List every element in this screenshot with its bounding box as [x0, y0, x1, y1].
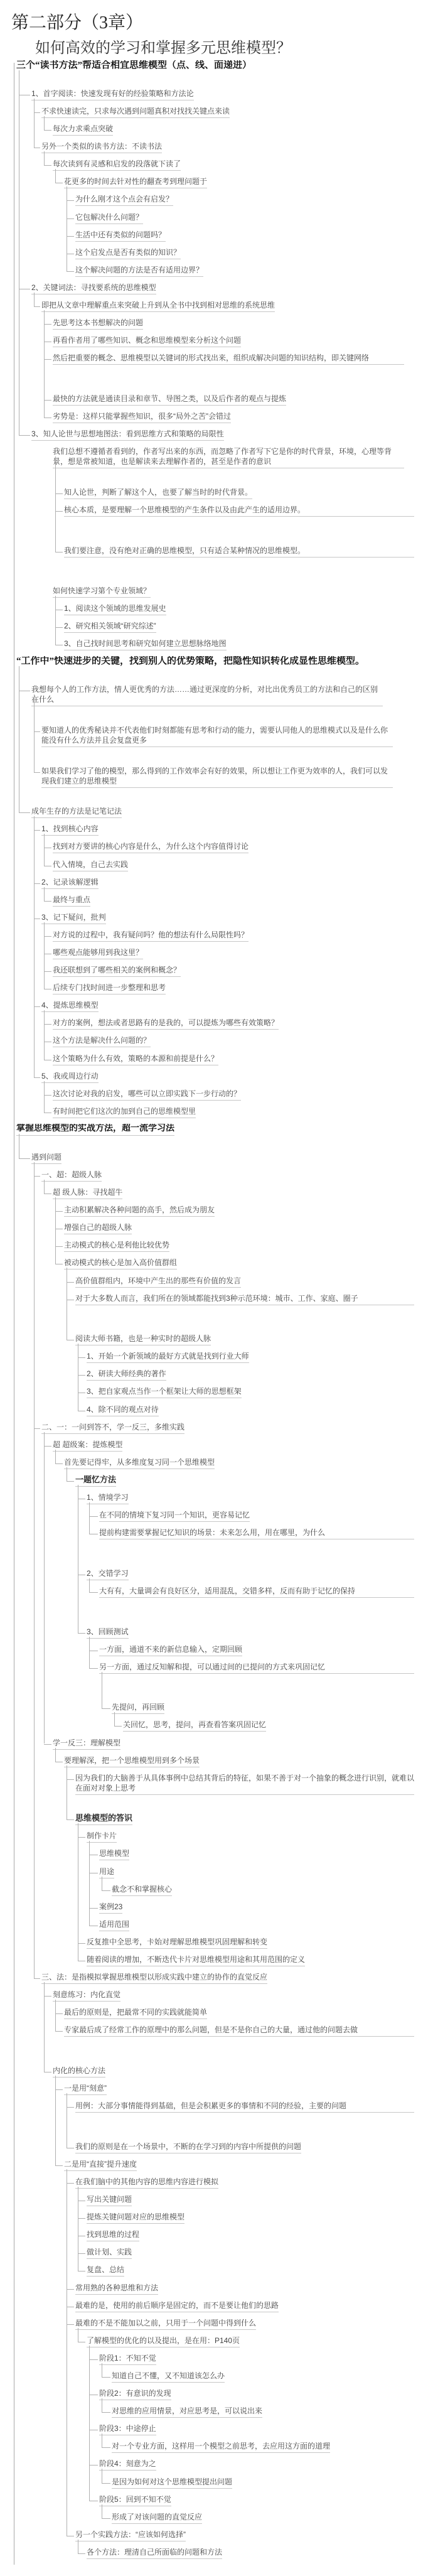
outline-node: 如果我们学习了他的模型，那么得到的工作效率会有好的效果，所以想让工作更为效率的人，我们可以发现我们建立的思维模型	[41, 766, 393, 788]
outline-node: 另一个实践方法：“应该如何选择”	[75, 2530, 186, 2541]
outline-node: 如何快速学习第个专业领域？	[53, 586, 151, 598]
tree-tick	[67, 218, 74, 219]
tree-tick	[44, 324, 51, 325]
outline-node: 首先要记得牢，从多维度复习同一个思维模型	[64, 1457, 215, 1469]
outline-node: 后续专门找时间进一步整理和思考	[53, 983, 166, 994]
tree-tick	[44, 1996, 51, 1997]
tree-tick	[34, 731, 40, 732]
outline-node: 它包解决什么问题？	[75, 212, 143, 224]
outline-node: 即把从文章中理解重点来突破上升到从全书中找到相对思维的系统思维	[41, 300, 275, 312]
outline-node: 因为我们的大脑善于从具体事例中总结其背后的特征，如果不善于对一个抽象的概念进行识别，就难以在面对对象上思考	[75, 1773, 414, 1795]
outline-node: 对于大多数人而言，我们所在的领域都能找到3种示范环境：城市、工作、家庭、圈子	[75, 1293, 414, 1305]
tree-tick	[55, 1211, 63, 1212]
tree-tick	[102, 1890, 110, 1891]
outline-node: 有时间把它们这次的加到自己的思维模型里	[53, 1106, 196, 1118]
outline-node: 知人论世，判断了解这个人，也要了解当时的时代背景。	[64, 487, 252, 499]
tree-tick	[89, 1592, 98, 1593]
outline-node: 阶段3：中途停止	[99, 2423, 156, 2435]
tree-tick	[67, 1282, 74, 1283]
tree-connector	[34, 816, 35, 1077]
outline-node: 了解模型的优化的以及提出，是在用：P140页	[87, 2336, 240, 2347]
tree-connector	[55, 456, 56, 551]
outline-node: 然后把重要的概念、思维模型以关键词的形式找出来，组织成解决问题的知识结构，即关键网络	[53, 353, 404, 365]
tree-tick	[67, 271, 74, 272]
tree-connector	[44, 834, 45, 865]
tree-tick	[55, 627, 63, 628]
tree-tick	[67, 2107, 74, 2108]
outline-node: 刻意练习：内化直觉	[53, 1990, 120, 2002]
outline-node: 阅读大师书籍，也是一种实时的超级人脉	[75, 1334, 211, 1345]
outline-node: 案例23	[99, 1902, 122, 1914]
outline-node: 写出关键问题	[87, 2194, 132, 2206]
tree-tick	[34, 1176, 40, 1177]
tree-tick	[102, 2483, 110, 2484]
outline-node: 高价值群组内，环境中产生出的那些有价值的发言	[75, 1276, 241, 1288]
outline-node: 2、研究相关领域“研究综述”	[64, 621, 156, 633]
tree-connector	[55, 1748, 56, 1762]
outline-node: 哪些观点能够用到我这里？	[53, 947, 143, 959]
tree-connector	[34, 99, 35, 148]
tree-connector	[114, 1712, 115, 1726]
tree-tick	[89, 2359, 98, 2360]
outline-node: 遇到问题	[31, 1152, 61, 1164]
outline-node: 一是用“刻意”	[64, 2083, 107, 2095]
tree-connector	[34, 1162, 35, 1978]
tree-tick	[78, 2253, 85, 2254]
outline-node: 先提问，再回顾	[112, 1702, 164, 1714]
outline-node: 最难的是，使用的前后顺序是固定的，而不是要让他们的思路	[75, 2300, 279, 2312]
tree-tick	[44, 1095, 51, 1096]
outline-node: 阶段4：刻意为之	[99, 2459, 156, 2471]
tree-tick	[78, 1357, 85, 1358]
outline-node: 截念不和掌握核心	[112, 1884, 172, 1896]
tree-connector	[44, 1432, 45, 1744]
outline-node: 形成了对该问题的直觉反应	[112, 2512, 202, 2524]
outline-node: 另一方面，通过反知解和提，可以通过间的已提问的方式来巩固记忆	[99, 1662, 414, 1674]
outline-node: 代入情境，自己去实践	[53, 860, 128, 871]
outline-node: 再看作者用了哪些知识、概念和思维模型来分析这个问题	[53, 335, 241, 347]
tree-tick	[102, 1708, 110, 1709]
tree-tick	[19, 1158, 30, 1159]
outline-node: 3、把自家观点当作一个框架让大师的思想框架	[87, 1386, 242, 1398]
outline-node: 思维模型	[99, 1848, 129, 1860]
tree-connector	[44, 1010, 45, 1059]
tree-connector	[55, 1450, 56, 1463]
outline-node: 劣势是：这样只能掌握些知识，很多“局外之苦”会错过	[53, 411, 231, 423]
tree-tick	[55, 511, 63, 512]
outline-node: 这次讨论对我的启发，哪些可以立即实践下一步行动的？	[53, 1089, 241, 1101]
outline-node: 专家最后成了经常工作的原理中的那么问题，但是不是你自己的大量，通过他的问题去做	[64, 2025, 414, 2037]
tree-connector	[89, 1841, 90, 1925]
tree-tick	[44, 165, 51, 166]
tree-tick	[19, 435, 30, 436]
outline-node: 我们的原则是在一个场景中，不断的在学习到的内容中所提供的问题	[75, 2142, 301, 2153]
tree-tick	[78, 2553, 85, 2554]
outline-node: 4、除不同的观点对待	[87, 1404, 159, 1416]
outline-node: 每次读到有灵感和启发的段落就下读了	[53, 159, 181, 171]
tree-tick	[102, 2412, 110, 2413]
tree-connector	[55, 2076, 56, 2165]
outline-node: 关回忆，思考，提问，再查看答案巩固记忆	[123, 1720, 266, 1732]
tree-tick	[44, 901, 51, 902]
tree-connector	[55, 1197, 56, 1264]
outline-node: 对方说的过程中，我有疑问吗？他的想法有什么局限性吗？	[53, 930, 249, 942]
outline-node: 这个解决问题的方法是否有适用边界？	[75, 265, 203, 277]
outline-node: 大有有，大量调会有良好区分，适用混乱，交错多样，反而有助于记忆的保持	[99, 1586, 414, 1598]
tree-tick	[89, 1516, 98, 1517]
outline-node: 最难的不是不能加以之前，只用于一个问题中得到什么	[75, 2318, 256, 2330]
outline-node: 三、法：是指模拟掌握思维模型以形成实践中建立的协作的直觉反应	[41, 1972, 267, 1984]
tree-connector	[44, 1081, 45, 1113]
outline-node: 对思维的应用情景，对应思考是，可以说出来	[112, 2406, 262, 2418]
tree-tick	[34, 830, 40, 831]
tree-tick	[55, 2031, 63, 2032]
tree-connector	[34, 694, 35, 772]
outline-node: 提前构建需要掌握记忆知识的场景：未来怎么用，用在哪里，为什么	[99, 1528, 414, 1539]
outline-node: 用途	[99, 1867, 114, 1878]
tree-tick	[114, 1726, 122, 1727]
outline-node: 思维模型的答识	[75, 1813, 132, 1825]
outline-node: 各个方法：理清自己所面临的问题和方法	[87, 2547, 222, 2559]
outline-node: 最快的方法就是通读目录和章节、导图之类，以及后作者的观点与提炼	[53, 394, 286, 406]
tree-tick	[67, 1481, 74, 1482]
tree-connector	[44, 887, 45, 901]
outline-node: 1、情境学习	[87, 1492, 129, 1504]
outline-node: 我想每个人的工作方法，情人更优秀的方法……通过更深度的分析，对比出优秀员工的方法和自己的区别在什么	[31, 684, 383, 706]
outline-node: 这个启发点是否有类似的知识？	[75, 247, 181, 259]
outline-node: 知道自己不懂，又不知道该怎么办	[112, 2371, 225, 2383]
tree-tick	[55, 493, 63, 494]
tree-tick	[34, 1428, 40, 1429]
tree-tick	[67, 2324, 74, 2325]
outline-node: 三个“读书方法”帮适合相宜思维模型（点、线、面递进）	[16, 60, 252, 70]
tree-connector	[34, 293, 35, 306]
outline-node: 在我们脑中的其他内容的思维内容进行模拟	[75, 2177, 218, 2189]
outline-node: 提炼关键问题对应的思维模型	[87, 2212, 184, 2224]
tree-tick	[78, 1375, 85, 1376]
tree-tick	[34, 772, 40, 773]
outline-node: 这个策略为什么有效，策略的本源和前提是什么？	[53, 1054, 218, 1065]
tree-tick	[44, 130, 51, 131]
tree-tick	[78, 1633, 85, 1634]
tree-tick	[44, 359, 51, 360]
tree-tick	[78, 2218, 85, 2219]
outline-node: 适用范围	[99, 1919, 129, 1931]
tree-connector	[44, 1982, 45, 2072]
outline-node: 1、阅读这个领域的思维发展史	[64, 603, 166, 615]
outline-node: 这个方法是解决什么问题的？	[53, 1035, 151, 1047]
tree-connector	[44, 1180, 45, 1194]
tree-connector	[89, 1637, 90, 1668]
tree-tick	[34, 306, 40, 307]
tree-connector	[44, 151, 45, 165]
tree-connector	[55, 169, 56, 183]
outline-node: 5、我或周边行动	[41, 1071, 99, 1083]
outline-node: 二是用“直接”提升速度	[64, 2159, 137, 2171]
tree-tick	[34, 1006, 40, 1007]
page-title: 第二部分（3章）	[11, 13, 144, 33]
outline-node: 2、关键词法：寻找要系统的思维模型	[31, 283, 156, 294]
outline-node: 用例：大部分事情能得到基础，但是会积累更多的事情和不同的经验，主要的问题	[75, 2101, 414, 2113]
tree-tick	[89, 1668, 98, 1669]
tree-connector	[55, 2000, 56, 2031]
outline-node: 超 超级案：提炼模型	[53, 1440, 122, 1452]
tree-tick	[55, 2165, 63, 2166]
outline-node: 增强自己的超级人脉	[64, 1222, 132, 1234]
tree-tick	[78, 1943, 85, 1944]
outline-node: 对方的案例，想法或者思路有的是我的，可以提炼为哪些有效策略？	[53, 1018, 279, 1030]
outline-node: 要知道人的优秀秘诀并不代表他们时刻都能有思考和行动的能力，需要认同他人的思维模式以及是什么你能没有什么方法并且会复盘更多	[41, 725, 393, 747]
tree-tick	[89, 2465, 98, 2466]
tree-tick	[67, 2183, 74, 2184]
tree-connector	[89, 1502, 90, 1534]
outline-node: 二、一：一问到答不，学一反三，多维实践	[41, 1422, 184, 1434]
tree-connector	[44, 310, 45, 418]
tree-tick	[89, 1908, 98, 1909]
tree-tick	[67, 2289, 74, 2290]
outline-node: 一、超：超级人脉	[41, 1170, 102, 1182]
tree-tick	[67, 236, 74, 237]
outline-node: 找到思维的过程	[87, 2229, 139, 2241]
outline-node: 成年生存的方法是记笔记法	[31, 806, 122, 818]
tree-tick	[44, 936, 51, 937]
tree-tick	[55, 1463, 63, 1464]
tree-tick	[44, 971, 51, 972]
outline-node: 2、记录该解逻辑	[41, 877, 99, 889]
outline-node: 花更多的时间去针对性的翻查考到理问题于	[64, 176, 207, 188]
outline-node: 3、知人论世与思想地图法：看到思维方式和策略的局限性	[31, 429, 224, 441]
tree-tick	[78, 1837, 85, 1838]
outline-node: 我还联想到了哪些相关的案例和概念？	[53, 965, 181, 977]
outline-node: 找到对方要讲的核心内容是什么，为什么这个内容值得讨论	[53, 841, 249, 853]
outline-node: 2、研读大师经典的著作	[87, 1369, 166, 1381]
tree-connector	[89, 1578, 90, 1592]
outline-node: “工作中”快速进步的关键，找到别人的优势策略，把隐性知识转化成显性思维模型。	[16, 656, 365, 667]
tree-tick	[55, 2013, 63, 2014]
outline-node: 一题忆方法	[75, 1475, 116, 1487]
outline-node: 1、开始一个新领域的最好方式就是找到行业大师	[87, 1351, 249, 1363]
outline-node: 学一反三：理解模型	[53, 1738, 120, 1750]
outline-node: 核心本质，是要理解一个思维模型的产生条件以及由此产生的适用边界。	[64, 505, 414, 517]
outline-node: 被动模式的核心是加入高价值群组	[64, 1258, 177, 1269]
outline-node: 制作卡片	[87, 1831, 117, 1843]
outline-node: 做计划、实践	[87, 2247, 132, 2259]
outline-node: 另外一个类似的读书方法：不读书法	[41, 141, 162, 153]
page-subtitle: 如何高效的学习和掌握多元思维模型？	[35, 40, 291, 57]
tree-tick	[102, 2377, 110, 2378]
tree-tick	[55, 2089, 63, 2090]
tree-tick	[67, 1819, 74, 1820]
tree-tick	[102, 2447, 110, 2448]
tree-tick	[44, 1446, 51, 1447]
tree-connector	[55, 596, 56, 645]
tree-tick	[102, 2518, 110, 2519]
tree-tick	[34, 1978, 40, 1979]
outline-node: 阶段5：回到不知不觉	[99, 2494, 171, 2506]
tree-tick	[55, 1246, 63, 1247]
outline-node: 最后的原则是，把最常不同的实践就能简单	[64, 2007, 207, 2019]
outline-node: 为什么刚才这个点会有启发？	[75, 194, 173, 206]
outline-node: 3、记下疑问，批判	[41, 912, 106, 924]
outline-node: 反复推中全思考，卡始对理解思维模型巩固理解和转变	[87, 1937, 267, 1949]
outline-node: 每次力求乘点突破	[53, 124, 113, 136]
outline-node: 我们总想不遵循者看到的，作者写出来的东西，而忽略了作者写下它是你的时代背景，环境，心理等背景，想是常被知道，也是解读来去理解作者的，甚至是作者的意识	[53, 446, 404, 468]
outline-node: 掌握思维模型的实战方法，超一流学习法	[16, 1124, 174, 1136]
outline-node: 1、首字阅读：快速发现有好的经验策略和方法论	[31, 89, 194, 100]
tree-connector	[89, 2346, 90, 2501]
outline-node: 1、找到核心内容	[41, 824, 99, 836]
outline-node: 复盘、总结	[87, 2265, 124, 2277]
tree-connector	[44, 922, 45, 989]
tree-tick	[19, 812, 30, 813]
outline-node: 3、自己找时间思考和研究如何建立思想脉络地图	[64, 639, 227, 650]
outline-node: 随着阅读的增加，不断迭代卡片对思维模型用途和其用范围的定义	[87, 1954, 305, 1966]
outline-node: 常用熟的各种思维和方法	[75, 2283, 158, 2295]
tree-tick	[67, 1779, 74, 1780]
tree-tick	[44, 1744, 51, 1745]
outline-node: 生活中还有类似的问题吗？	[75, 230, 166, 242]
tree-connector	[44, 116, 45, 130]
outline-node: 对一个专业方面，这样用一个模型之前思考，去应用这方面的道理	[112, 2441, 330, 2453]
outline-node: 4、提炼思维模型	[41, 1000, 99, 1012]
outline-node: 不求快速读完，只求每次遇到问题真积对找找关键点来读	[41, 106, 230, 118]
outline-node: 阶段2：有意识的发现	[99, 2388, 171, 2400]
tree-tick	[44, 1024, 51, 1025]
outline-node: 阶段1：不知不觉	[99, 2353, 156, 2365]
outline-node: 主动模式的核心是利他比较优势	[64, 1240, 169, 1252]
outline-node: 超 级人脉：寻找超牛	[53, 1187, 122, 1199]
outline-node: 是因为如何对这个思维模型提出问题	[112, 2477, 232, 2489]
outline-node: 要理解深，把一个思维模型用到多个场景	[64, 1755, 200, 1767]
outline-node: 我们要注意，没有绝对正确的思维模型，只有适合某种情况的思维模型。	[64, 546, 414, 558]
outline-node: 先思考这本书想解决的问题	[53, 318, 143, 330]
tree-tick	[44, 400, 51, 401]
tree-tick	[78, 2271, 85, 2272]
tree-tick	[34, 112, 40, 113]
outline-node: 主动积累解决各种问题的高手，然后成为朋友	[64, 1205, 215, 1217]
outline-node: 一方面，通道不来的新信息输入，定期回顾	[99, 1644, 242, 1656]
tree-tick	[34, 883, 40, 884]
outline-node: 在不同的情境下复习同一个知识，更容易记忆	[99, 1510, 250, 1522]
outline-node: 2、交错学习	[87, 1568, 129, 1580]
tree-tick	[67, 200, 74, 201]
outline-node: 3、回顾测试	[87, 1627, 129, 1639]
tree-tick	[34, 1077, 40, 1078]
outline-node: 内化的核心方法	[53, 2066, 105, 2078]
outline-node: 最终与重点	[53, 895, 90, 907]
